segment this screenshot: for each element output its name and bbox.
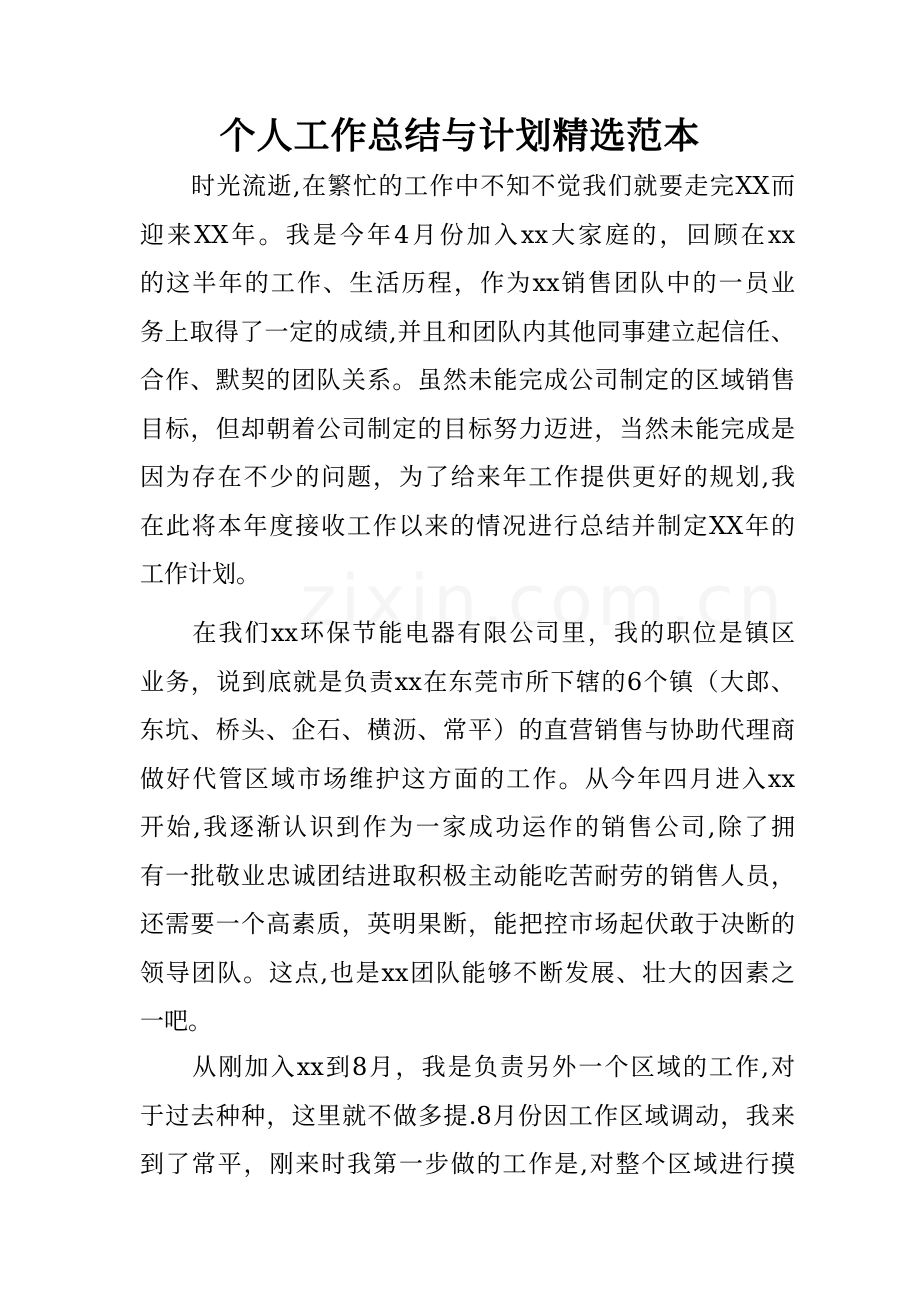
text-line: 因为存在不少的问题，为了给来年工作提供更好的规划,我 (140, 463, 795, 491)
text-line: 在此将本年度接收工作以来的情况进行总结并制定XX年的 (140, 511, 795, 540)
text-line: 东坑、桥头、企石、横沥、常平）的直营销售与协助代理商 (140, 716, 795, 744)
text-line: 业务，说到底就是负责xx在东莞市所下辖的6个镇（大郎、 (140, 667, 795, 696)
text-line: 一吧。 (140, 1007, 212, 1035)
text-line: 还需要一个高素质，英明果断，能把控市场起伏敢于决断的 (140, 910, 795, 938)
text-line: 目标，但却朝着公司制定的目标努力迈进，当然未能完成是 (140, 414, 795, 443)
text-line: 到了常平，刚来时我第一步做的工作是,对整个区域进行摸 (140, 1150, 795, 1178)
text-line: 领导团队。这点,也是xx团队能够不断发展、壮大的因素之 (140, 958, 795, 987)
text-line: 做好代管区域市场维护这方面的工作。从今年四月进入xx (140, 764, 795, 793)
paragraph-3 (140, 1043, 795, 1189)
document-title: 个人工作总结与计划精选范本 (219, 115, 701, 157)
paragraph-2 (140, 609, 795, 1046)
text-line: 有一批敬业忠诚团结进取积极主动能吃苦耐劳的销售人员， (140, 861, 795, 890)
text-line: 工作计划。 (140, 560, 260, 588)
text-line: 在我们xx环保节能电器有限公司里，我的职位是镇区 (140, 619, 795, 647)
text-line: 开始,我逐渐认识到作为一家成功运作的销售公司,除了拥 (140, 813, 795, 841)
text-line: 从刚加入xx到8月，我是负责另外一个区域的工作,对 (140, 1053, 795, 1081)
text-line: 迎来XX年。我是今年4月份加入xx大家庭的，回顾在xx (140, 220, 795, 249)
text-line: 合作、默契的团队关系。虽然未能完成公司制定的区域销售 (140, 366, 795, 394)
paragraph-1 (140, 162, 795, 599)
text-line: 务上取得了一定的成绩,并且和团队内其他同事建立起信任、 (140, 317, 795, 346)
text-line: 于过去种种，这里就不做多提.8月份因工作区域调动，我来 (140, 1101, 795, 1130)
text-line: 时光流逝,在繁忙的工作中不知不觉我们就要走完XX而 (140, 172, 795, 200)
text-line: 的这半年的工作、生活历程，作为xx销售团队中的一员业 (140, 269, 795, 297)
